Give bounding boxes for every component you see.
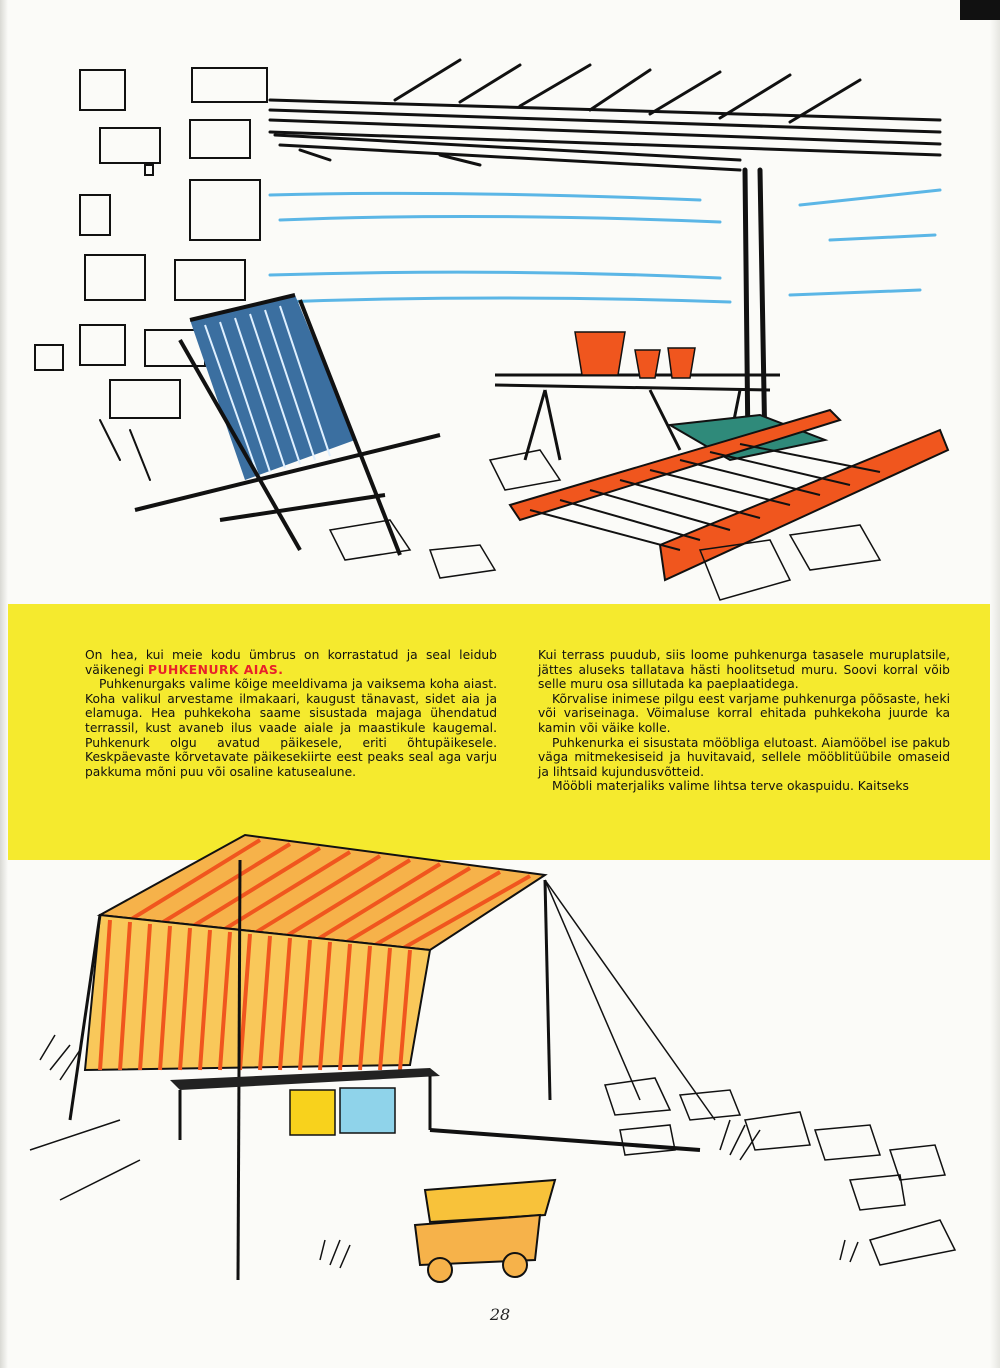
cushion-blue [340,1088,395,1133]
article-column-left [85,648,497,779]
page-number: 28 [489,1305,511,1324]
deck-chair [135,295,440,555]
cushion-yellow [290,1090,335,1135]
striped-awning [85,835,545,1070]
paragraph [85,648,497,677]
paragraph: Puhkenurka ei sisustata mööbliga elutoast. Aiamööbel ise pakub väga mitmekesiseid ja huvitavaid, sellele mööblitüübile omaseid ja lihtsaid kujundusvõtteid. [538,735,950,779]
paving-stones [605,1078,955,1265]
paragraph: Kui terrass puudub, siis loome puhkenurga tasasele muruplatsile, jättes aluseks tallatava hästi hoolitsetud muru. Soovi korral võib selle muru osa sillutada ka paeplaatidega. [538,648,950,692]
bench [170,1068,700,1150]
paragraph: Puhkenurgaks valime kõige meeldivama ja vaiksema koha aiast. Koha valikul arvestame ilmakaari, kaugust tänavast, sidet aia ja elamuga. Hea puhkekoha saame sisustada majaga ühendatud terrassil, kust avaneb ilus vaade aiale ja maastikule kaugemal. Puhkenurk olgu avatud päikesele, eriti õhtupäikesele. Keskpäevaste kõrvetavate päikesekiirte eest peaks seal aga varju pakkuma mõni puu või osaline katusealune. [85,677,497,779]
paragraph: Kõrvalise inimese pilgu eest varjame puhkenurga põõsaste, heki või variseinaga. Võimaluse korral ehitada puhkekoha juurde ka kamin või väike kolle. [538,691,950,735]
highlight-heading: PUHKENURK AIAS. [147,662,284,677]
terrace-illustration [0,40,1000,610]
guy-ropes [545,880,715,1120]
flower-pots [575,332,695,378]
awning-shelter-illustration [0,820,1000,1300]
article-column-right [538,648,950,794]
garden-cart [415,1180,555,1282]
page-corner-dark [960,0,1000,20]
sky-strokes [270,190,940,302]
paragraph: Mööbli materjaliks valime lihtsa terve okaspuidu. Kaitseks [552,779,909,794]
pergola [270,60,940,450]
paragraph-intro: On hea, kui meie kodu ümbrus on korrastatud ja seal leidub väikenegi [85,648,497,677]
